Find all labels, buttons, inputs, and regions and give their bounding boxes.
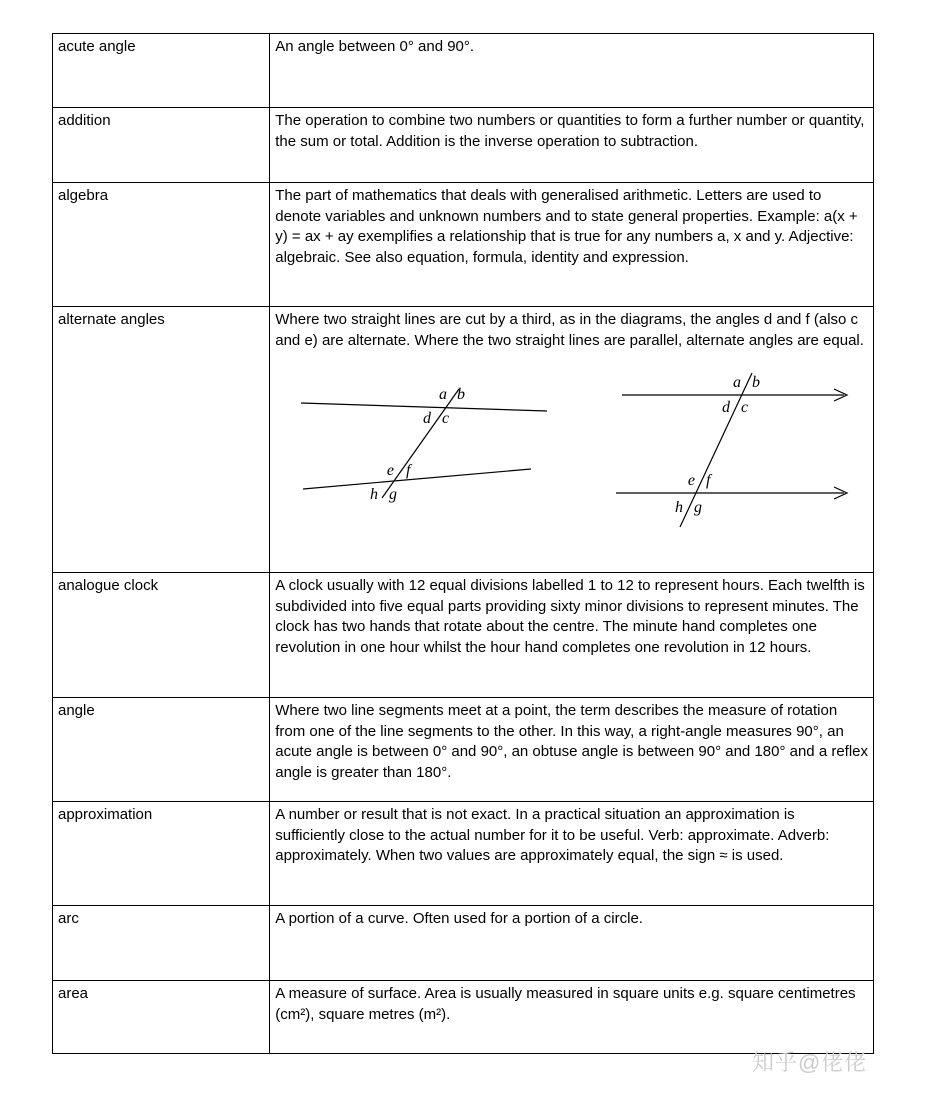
- alternate-angles-diagram-right: [614, 365, 864, 545]
- watermark: 知乎@佬佬: [752, 1050, 868, 1075]
- table-row: [53, 698, 874, 802]
- angle-label-h: h: [675, 499, 684, 517]
- glossary-table: [52, 33, 874, 1054]
- angle-label-h: h: [370, 486, 379, 504]
- angle-label-c: c: [442, 410, 450, 428]
- definition-text: Where two straight lines are cut by a third, as in the diagrams, the angles d and f (also c and e) are alternate. Where the two straight lines are parallel, alternate angles are equal.: [275, 311, 864, 349]
- angle-label-d: d: [722, 399, 731, 417]
- definition-cell: The part of mathematics that deals with generalised arithmetic. Letters are used to denote variables and unknown numbers and to state general properties. Example: a(x + y) = ax + ay exemplifies a relationship that is true for any numbers a, x and y. Adjective: algebraic. See also equation, formula, identity and expression.: [270, 183, 874, 307]
- term-cell: alternate angles: [53, 307, 270, 573]
- angle-label-a: a: [733, 374, 742, 392]
- angle-label-f: f: [706, 472, 711, 490]
- table-row: [53, 183, 874, 307]
- angle-label-e: e: [688, 472, 696, 490]
- term-cell: analogue clock: [53, 573, 270, 698]
- definition-cell: A number or result that is not exact. In a practical situation an approximation is sufficiently close to the actual number for it to be useful. Verb: approximate. Adverb: approximately. When two values are approximately equal, the sign ≈ is used.: [270, 802, 874, 906]
- angle-label-c: c: [741, 399, 749, 417]
- definition-cell: A measure of surface. Area is usually measured in square units e.g. square centimetres (cm²), square metres (m²).: [270, 981, 874, 1054]
- angle-label-g: g: [694, 499, 703, 517]
- angle-label-b: b: [457, 386, 466, 404]
- table-row: [53, 573, 874, 698]
- term-cell: approximation: [53, 802, 270, 906]
- definition-cell: [270, 307, 874, 573]
- definition-cell: Where two line segments meet at a point, the term describes the measure of rotation from one of the line segments to the other. In this way, a right-angle measures 90°, an acute angle is between 0° and 90°, an obtuse angle is between 90° and 180° and a reflex angle is greater than 180°.: [270, 698, 874, 802]
- table-row: [53, 34, 874, 108]
- definition-cell: A clock usually with 12 equal divisions labelled 1 to 12 to represent hours. Each twelfth is subdivided into five equal parts providing sixty minor divisions to represent minutes. The clock has two hands that rotate about the centre. The minute hand completes one revolution in one hour whilst the hour hand completes one revolution in 12 hours.: [270, 573, 874, 698]
- definition-cell: The operation to combine two numbers or quantities to form a further number or quantity, the sum or total. Addition is the inverse operation to subtraction.: [270, 108, 874, 183]
- term-cell: algebra: [53, 183, 270, 307]
- table-row: [53, 802, 874, 906]
- table-row: [53, 307, 874, 573]
- angle-label-g: g: [389, 486, 398, 504]
- term-cell: addition: [53, 108, 270, 183]
- alternate-angles-diagrams: [275, 365, 868, 545]
- alternate-angles-diagram-left: [289, 365, 569, 535]
- definition-cell: An angle between 0° and 90°.: [270, 34, 874, 108]
- angle-label-a: a: [439, 386, 448, 404]
- term-cell: arc: [53, 906, 270, 981]
- term-cell: angle: [53, 698, 270, 802]
- definition-cell: A portion of a curve. Often used for a portion of a circle.: [270, 906, 874, 981]
- table-row: [53, 906, 874, 981]
- angle-label-b: b: [752, 374, 761, 392]
- angle-label-d: d: [423, 410, 432, 428]
- term-cell: area: [53, 981, 270, 1054]
- table-row: [53, 981, 874, 1054]
- angle-label-f: f: [406, 462, 411, 480]
- angle-label-e: e: [387, 462, 395, 480]
- term-cell: acute angle: [53, 34, 270, 108]
- table-row: [53, 108, 874, 183]
